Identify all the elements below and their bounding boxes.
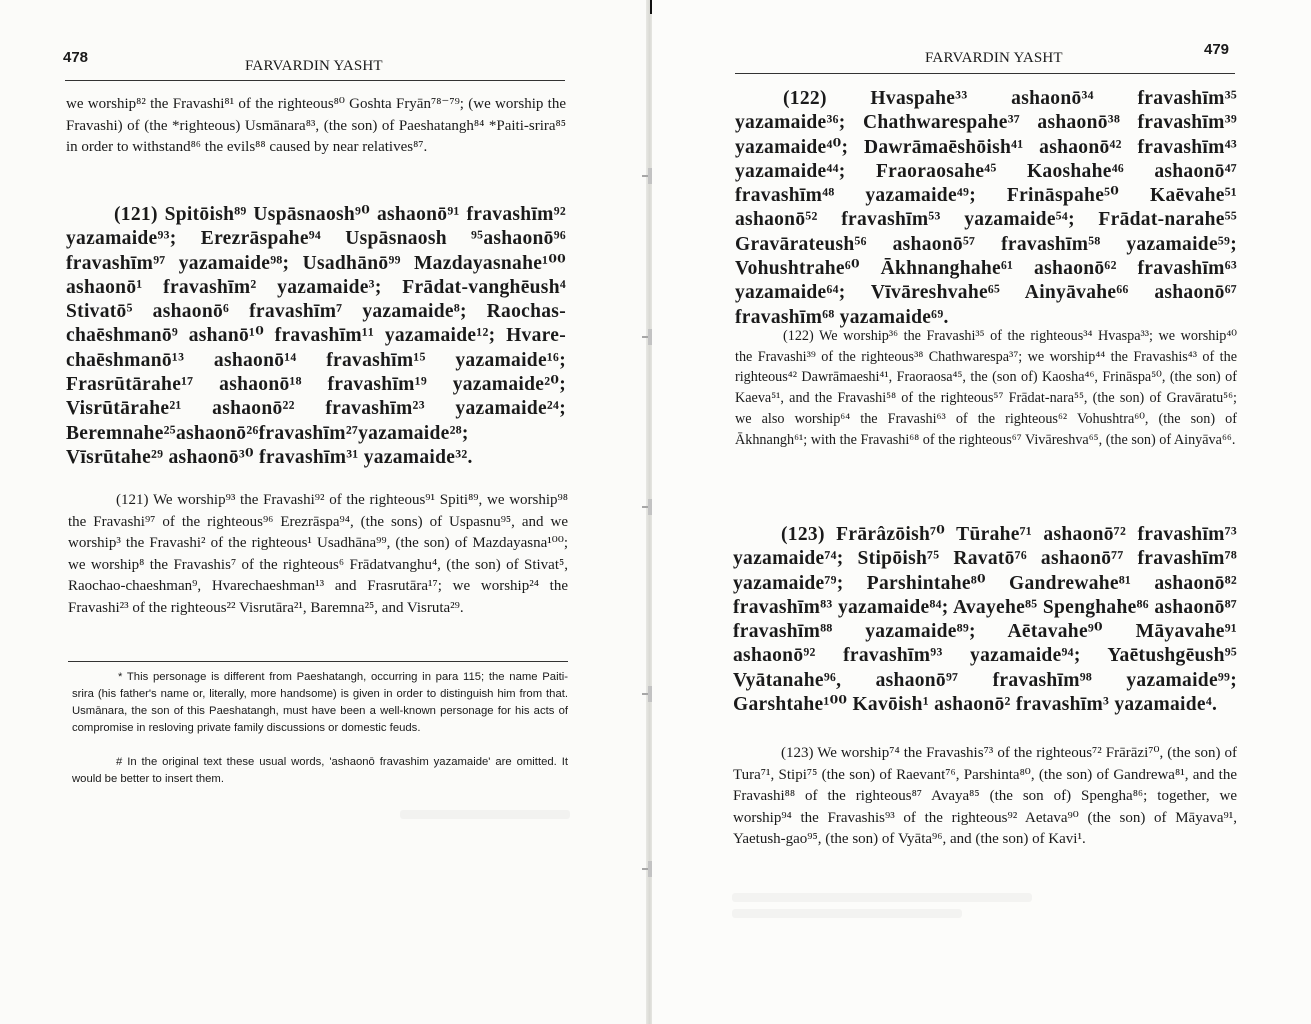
show-through-shadow xyxy=(732,909,962,918)
header-rule xyxy=(735,73,1235,74)
running-head: FARVARDIN YASHT xyxy=(245,58,383,74)
right-page xyxy=(652,0,1311,1024)
paragraph-intro: we worship⁸² the Fravashi⁸¹ of the righteous⁸⁰ Goshta Fryān⁷⁸⁻⁷⁹; (we worship the Fravashi) of (the *righteous) Usmānara⁸³, (the son) of Paeshatangh⁸⁴ *Paiti-srira⁸⁵ in order to withstand⁸⁶ the evils⁸⁸ caused by near relatives⁸⁷. xyxy=(66,96,566,155)
paragraph-123-avestan: (123) Frārâzōish⁷⁰ Tūrahe⁷¹ ashaonō⁷² fravashīm⁷³ yazamaide⁷⁴; Stipōish⁷⁵ Ravatō⁷⁶ ashaonō⁷⁷ fravashīm⁷⁸ yazamaide⁷⁹; Parshintahe⁸⁰ Gandrewahe⁸¹ ashaonō⁸² fravashīm⁸³ yazamaide⁸⁴; Avayehe⁸⁵ Spenghahe⁸⁶ ashaonō⁸⁷ fravashīm⁸⁸ yazamaide⁸⁹; Aētavahe⁹⁰ Māyavahe⁹¹ ashaonō⁹² fravashīm⁹³ yazamaide⁹⁴; Yaētushgēush⁹⁵ Vyātanahe⁹⁶, ashaonō⁹⁷ fravashīm⁹⁸ yazamaide⁹⁹; Garshtahe¹⁰⁰ Kavōish¹ ashaonō² fravashīm³ yazamaide⁴. xyxy=(733,524,1237,716)
paragraph-122-translation: (122) We worship³⁶ the Fravashi³⁵ of the righteous³⁴ Hvaspa³³; we worship⁴⁰ the Fravashi³⁹ of the righteous³⁸ Chathwarespa³⁷; we worship⁴⁴ the Fravashis⁴³ of the righteous⁴² Dawrāmaeshi⁴¹, Fraoraosa⁴⁵, the (son of) Kaosha⁴⁶, Frināspa⁵⁰, (the son) of Kaeva⁵¹, and the Fravashi⁵⁸ of the righteous⁵⁷ Frādat-nara⁵⁵, (the son) of Gravāratu⁵⁶; we also worship⁶⁴ the Fravashi⁶³ of the righteous⁶² Vohushtra⁶⁰, (the son) of Ākhnangh⁶¹; with the Fravashi⁶⁸ of the righteous⁶⁷ Vivāreshva⁶⁵, (the son) of Ainyāva⁶⁶. xyxy=(735,328,1237,448)
page-number: 479 xyxy=(1204,41,1230,58)
left-page xyxy=(0,0,648,1024)
page-number: 478 xyxy=(63,49,89,66)
paragraph-121-avestan: (121) Spitōish⁸⁹ Uspāsnaosh⁹⁰ ashaonō⁹¹ fravashīm⁹² yazamaide⁹³; Erezrāspahe⁹⁴ Uspāsnaosh ⁹⁵ashaonō⁹⁶ fravashīm⁹⁷ yazamaide⁹⁸; Usadhānō⁹⁹ Mazdayasnahe¹⁰⁰ ashaonō¹ fravashīm² yazamaide³; Frādat-vanghēush⁴ Stivatō⁵ ashaonō⁶ fravashīm⁷ yazamaide⁸; Raochas-chaēshmanō⁹ ashanō¹⁰ fravashīm¹¹ yazamaide¹²; Hvare-chaēshmanō¹³ ashaonō¹⁴ fravashīm¹⁵ yazamaide¹⁶; Frasrūtārahe¹⁷ ashaonō¹⁸ fravashīm¹⁹ yazamaide²⁰; Visrūtārahe²¹ ashaonō²² fravashīm²³ yazamaide²⁴; Beremnahe²⁵ashaonō²⁶fravashīm²⁷yazamaide²⁸; Vīsrūtahe²⁹ ashaonō³⁰ fravashīm³¹ yazamaide³². xyxy=(66,204,566,468)
footnote-omitted-words: # In the original text these usual words, 'ashaonō fravashim yazamaide' are omitted. It would be better to insert them. xyxy=(72,756,568,785)
footnote-personage: * This personage is different from Paeshatangh, occurring in para 115; the name Paiti-srira (his father's name or, literally, more handsome) is given in order to distinguish him from that. Usmānara, the son of this Paeshatangh, must have been a well-known personage for his acts of compromise in resloving private family discussions or domestic feuds. xyxy=(72,671,568,734)
paragraph-121-translation: (121) We worship⁹³ the Fravashi⁹² of the righteous⁹¹ Spiti⁸⁹, we worship⁹⁸ the Fravashi⁹⁷ of the righteous⁹⁶ Erezrāspa⁹⁴, (the sons) of Uspasnu⁹⁵, and we worship³ the Fravashi² of the righteous¹ Usadhāna⁹⁹, (the son) of Mazdayasna¹⁰⁰; we worship⁸ the Fravashis⁷ of the righteous⁶ Frādatvanghu⁴, (the son) of Stivat⁵, Raochao-chaeshman⁹, Hvarechaeshman¹³ and Frasrutāra¹⁷; we worship²⁴ the Fravashi²³ of the righteous²² Visrutāra²¹, Baremna²⁵, and Visruta²⁹. xyxy=(68,492,568,616)
footnote-rule xyxy=(68,661,568,662)
show-through-shadow xyxy=(400,810,570,819)
running-head: FARVARDIN YASHT xyxy=(925,50,1063,66)
header-rule xyxy=(65,80,565,81)
paragraph-122-avestan: (122) Hvaspahe³³ ashaonō³⁴ fravashīm³⁵ yazamaide³⁶; Chathwarespahe³⁷ ashaonō³⁸ fravashīm³⁹ yazamaide⁴⁰; Dawrāmaēshōish⁴¹ ashaonō⁴² fravashīm⁴³ yazamaide⁴⁴; Fraoraosahe⁴⁵ Kaoshahe⁴⁶ ashaonō⁴⁷ fravashīm⁴⁸ yazamaide⁴⁹; Frināspahe⁵⁰ Kaēvahe⁵¹ ashaonō⁵² fravashīm⁵³ yazamaide⁵⁴; Frādat-narahe⁵⁵ Gravārateush⁵⁶ ashaonō⁵⁷ fravashīm⁵⁸ yazamaide⁵⁹; Vohushtrahe⁶⁰ Ākhnanghahe⁶¹ ashaonō⁶² fravashīm⁶³ yazamaide⁶⁴; Vīvāreshvahe⁶⁵ Ainyāvahe⁶⁶ ashaonō⁶⁷ fravashīm⁶⁸ yazamaide⁶⁹. xyxy=(735,88,1237,328)
paragraph-123-translation: (123) We worship⁷⁴ the Fravashis⁷³ of the righteous⁷² Frārāzi⁷⁰, (the son) of Tura⁷¹, Stipi⁷⁵ (the son) of Raevant⁷⁶, Parshinta⁸⁰, (the son) of Gandrewa⁸¹, and the Fravashi⁸⁸ of the righteous⁸⁷ Avaya⁸⁵ (the son of) Spengha⁸⁶; together, we worship⁹⁴ the Fravashis⁹³ of the righteous⁹² Aetava⁹⁰ (the son) of Māyava⁹¹, Yaetush-gao⁹⁵, (the son) of Vyāta⁹⁶, and (the son) of Kavi¹. xyxy=(733,745,1237,847)
show-through-shadow xyxy=(732,893,1032,902)
